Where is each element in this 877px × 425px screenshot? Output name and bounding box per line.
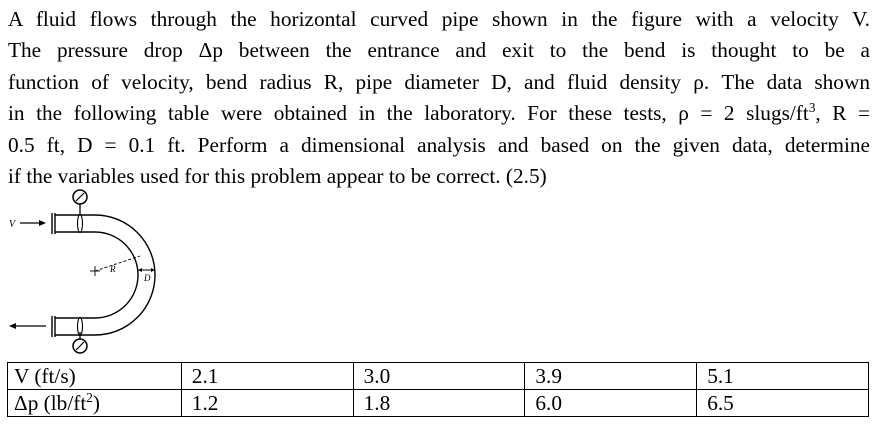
- diameter-label: D: [144, 273, 151, 283]
- pressure-drop-cell: 1.2: [181, 390, 353, 417]
- curved-pipe-icon: [52, 213, 155, 337]
- problem-statement: [8, 4, 870, 192]
- radius-label: R: [110, 264, 116, 274]
- inlet-arrow-icon: [20, 220, 46, 226]
- problem-line-6: if the variables used for this problem appear to be correct. (2.5): [8, 164, 547, 189]
- curved-pipe-diagram: [0, 186, 200, 358]
- problem-line-4: [8, 98, 870, 129]
- problem-line-4-tail: , R =: [815, 101, 870, 126]
- row-label-velocity: V (ft/s): [8, 363, 182, 390]
- pressure-drop-cell: 6.5: [697, 390, 869, 417]
- problem-line-4-text: in the following table were obtained in the laboratory. For these tests, ρ = 2 slugs/ft: [8, 101, 809, 126]
- radius-line-icon: [95, 256, 140, 271]
- row-label-pressure-main: Δp (lb/ft: [14, 391, 87, 415]
- problem-line-3: function of velocity, bend radius R, pipe diameter D, and fluid density ρ. The data shown: [8, 69, 870, 94]
- diameter-dimension-icon: [138, 268, 155, 272]
- velocity-cell: 2.1: [181, 363, 353, 390]
- outlet-arrow-icon: [9, 323, 46, 329]
- data-table: [7, 362, 869, 417]
- velocity-cell: 3.0: [353, 363, 525, 390]
- table-row-velocity: [8, 363, 869, 390]
- row-label-pressure-sup: 2: [86, 389, 93, 405]
- pressure-drop-cell: 6.0: [525, 390, 697, 417]
- velocity-label: V: [9, 219, 16, 230]
- top-pressure-gauge-icon: [73, 190, 87, 214]
- problem-line-5: 0.5 ft, D = 0.1 ft. Perform a dimensional analysis and based on the given data, determine: [8, 132, 870, 157]
- problem-line-1: A fluid flows through the horizontal curved pipe shown in the figure with a velocity V.: [8, 7, 870, 31]
- table-row-pressure-drop: [8, 390, 869, 417]
- velocity-cell: 3.9: [525, 363, 697, 390]
- row-label-pressure-close: ): [92, 391, 100, 415]
- problem-line-2: The pressure drop Δp between the entrance and exit to the bend is thought to be a: [8, 38, 870, 63]
- row-label-pressure-drop: [8, 390, 182, 417]
- problem-line-4-superscript: 3: [808, 100, 816, 116]
- pressure-drop-cell: 1.8: [353, 390, 525, 417]
- curved-pipe-figure: [0, 186, 200, 358]
- velocity-cell: 5.1: [697, 363, 869, 390]
